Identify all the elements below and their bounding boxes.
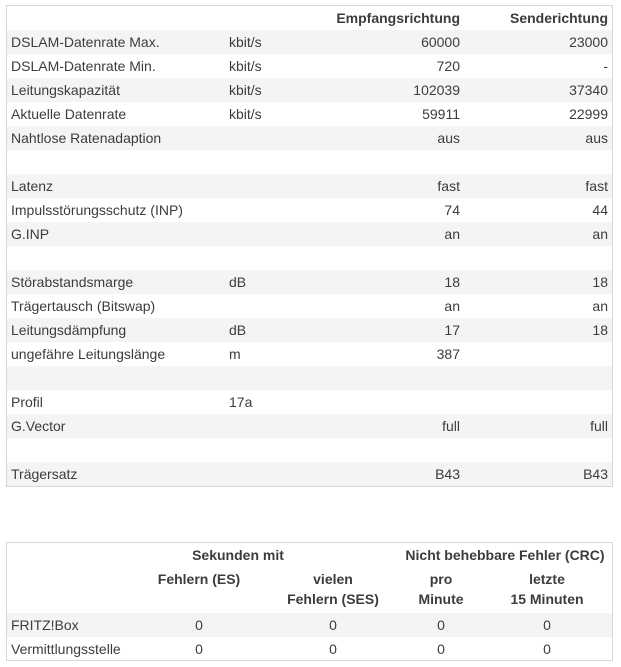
table-row (7, 462, 612, 486)
table-row (7, 366, 612, 390)
row-label: Profil (11, 394, 43, 410)
table-row (7, 150, 612, 174)
group-crc-errors: Nicht behebbare Fehler (CRC) (405, 547, 605, 563)
row-downstream-value: 102039 (413, 82, 460, 98)
row-label: G.Vector (11, 418, 66, 434)
error-statistics-table (6, 542, 613, 661)
row-unit: kbit/s (229, 34, 262, 50)
table-row (7, 390, 612, 414)
row-downstream-value: 74 (444, 202, 460, 218)
dsl-line-table (6, 5, 613, 487)
table-row (7, 270, 612, 294)
row-upstream-value: full (590, 418, 608, 434)
subheader-ses: vielen Fehlern (SES) (287, 571, 379, 607)
row-label: Vermittlungsstelle (11, 641, 121, 657)
row-downstream-value: fast (437, 178, 460, 194)
row-label: Störabstandsmarge (11, 274, 134, 290)
row-unit: kbit/s (229, 58, 262, 74)
header-downstream: Empfangsrichtung (336, 10, 460, 26)
table-row (7, 294, 612, 318)
table-row (7, 342, 612, 366)
row-label: Trägersatz (11, 466, 78, 482)
subheader-last-15-min: letzte 15 Minuten (510, 571, 584, 607)
row-downstream-value: 18 (444, 274, 460, 290)
row-downstream-value: full (442, 418, 460, 434)
table-header-row (7, 6, 612, 30)
subheader-es: Fehlern (ES) (157, 571, 241, 587)
row-unit: kbit/s (229, 106, 262, 122)
table-row (7, 438, 612, 462)
table-row (7, 174, 612, 198)
row-upstream-value: 18 (592, 274, 608, 290)
row-downstream-value: 60000 (421, 34, 460, 50)
row-label: DSLAM-Datenrate Min. (11, 58, 156, 74)
row-upstream-value: aus (585, 130, 608, 146)
ses-value: 0 (329, 617, 337, 633)
row-label: ungefähre Leitungslänge (11, 346, 166, 362)
row-label: G.INP (11, 226, 50, 242)
row-upstream-value: 37340 (569, 82, 608, 98)
row-unit: kbit/s (229, 82, 262, 98)
row-label: Aktuelle Datenrate (11, 106, 127, 122)
row-downstream-value: 17 (444, 322, 460, 338)
table-row (7, 414, 612, 438)
ses-value: 0 (329, 641, 337, 657)
row-upstream-value: an (592, 298, 608, 314)
row-downstream-value: 387 (436, 346, 460, 362)
crc-15-min-value: 0 (543, 617, 551, 633)
table-row (7, 102, 612, 126)
row-label: Trägertausch (Bitswap) (11, 298, 156, 314)
row-upstream-value: 23000 (569, 34, 608, 50)
row-downstream-value: aus (437, 130, 460, 146)
row-upstream-value: an (592, 226, 608, 242)
row-upstream-value: 18 (592, 322, 608, 338)
table-row (7, 78, 612, 102)
header-upstream: Senderichtung (509, 10, 608, 26)
row-unit: dB (229, 322, 247, 338)
row-downstream-value: B43 (435, 466, 460, 482)
row-label: Latenz (11, 178, 54, 194)
table-row (7, 613, 612, 637)
sub-header-row (7, 567, 612, 613)
crc-per-minute-value: 0 (437, 641, 445, 657)
row-upstream-value: 44 (592, 202, 608, 218)
table-row (7, 198, 612, 222)
row-label: Leitungskapazität (11, 82, 120, 98)
group-seconds-with: Sekunden mit (192, 547, 284, 563)
row-label: Nahtlose Ratenadaption (11, 130, 162, 146)
table-body (7, 30, 612, 486)
row-unit: dB (229, 274, 247, 290)
table-row (7, 126, 612, 150)
row-unit: m (229, 346, 241, 362)
row-upstream-value: B43 (583, 466, 608, 482)
es-value: 0 (195, 617, 203, 633)
table-row (7, 318, 612, 342)
row-downstream-value: an (444, 298, 460, 314)
row-upstream-value: 22999 (569, 106, 608, 122)
row-label: Leitungsdämpfung (11, 322, 127, 338)
error-table-body (7, 613, 612, 661)
es-value: 0 (195, 641, 203, 657)
crc-15-min-value: 0 (543, 641, 551, 657)
crc-per-minute-value: 0 (437, 617, 445, 633)
table-row (7, 637, 612, 661)
table-row (7, 30, 612, 54)
row-unit: 17a (229, 394, 253, 410)
row-label: FRITZ!Box (11, 617, 79, 633)
table-row (7, 54, 612, 78)
row-upstream-value: - (603, 58, 608, 74)
row-downstream-value: 59911 (422, 106, 460, 122)
row-downstream-value: an (444, 226, 460, 242)
row-label: Impulsstörungsschutz (INP) (11, 202, 183, 218)
row-label: DSLAM-Datenrate Max. (11, 34, 160, 50)
table-row (7, 246, 612, 270)
row-downstream-value: 720 (436, 58, 460, 74)
row-upstream-value: fast (585, 178, 608, 194)
group-header-row (7, 543, 612, 567)
subheader-per-minute: pro Minute (418, 571, 464, 607)
table-row (7, 222, 612, 246)
